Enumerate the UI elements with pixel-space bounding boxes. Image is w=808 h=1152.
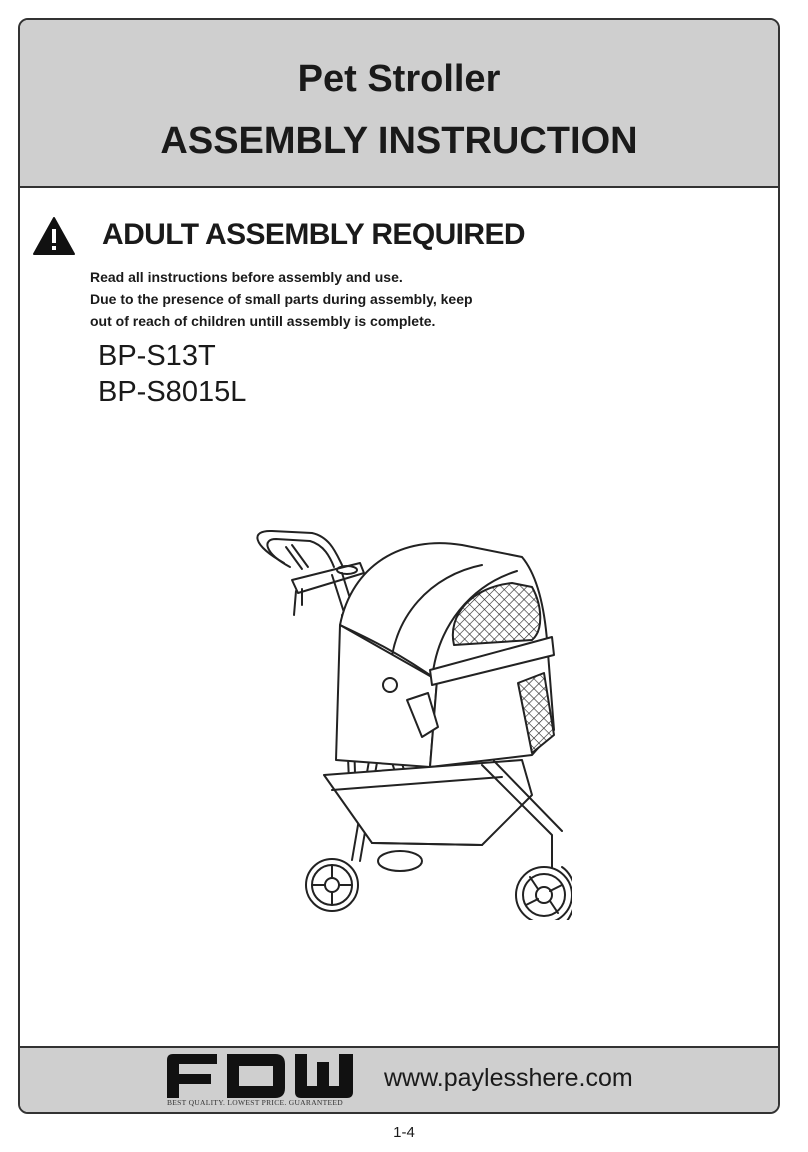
warning-triangle-icon bbox=[32, 216, 76, 256]
warning-note-line: Read all instructions before assembly and use. bbox=[90, 269, 403, 285]
warning-heading: ADULT ASSEMBLY REQUIRED bbox=[102, 218, 525, 251]
website-url[interactable]: www.paylesshere.com bbox=[384, 1064, 633, 1092]
document-title: ASSEMBLY INSTRUCTION bbox=[160, 120, 638, 162]
fdw-logo bbox=[167, 1054, 353, 1100]
model-numbers bbox=[98, 338, 246, 410]
page-number: 1-4 bbox=[393, 1124, 415, 1141]
pet-stroller-illustration bbox=[232, 505, 572, 920]
cover-frame bbox=[18, 18, 780, 1114]
warning-note-line: out of reach of children untill assembly is complete. bbox=[90, 313, 436, 329]
title-banner bbox=[20, 20, 778, 188]
model-number: BP-S13T bbox=[98, 340, 216, 372]
model-number: BP-S8015L bbox=[98, 376, 247, 408]
warning-notes bbox=[90, 266, 530, 332]
product-title: Pet Stroller bbox=[297, 58, 501, 100]
logo-tagline: BEST QUALITY. LOWEST PRICE. GUARANTEED bbox=[167, 1098, 343, 1107]
footer-banner bbox=[20, 1046, 778, 1112]
warning-note-line: Due to the presence of small parts during assembly, keep bbox=[90, 291, 473, 307]
